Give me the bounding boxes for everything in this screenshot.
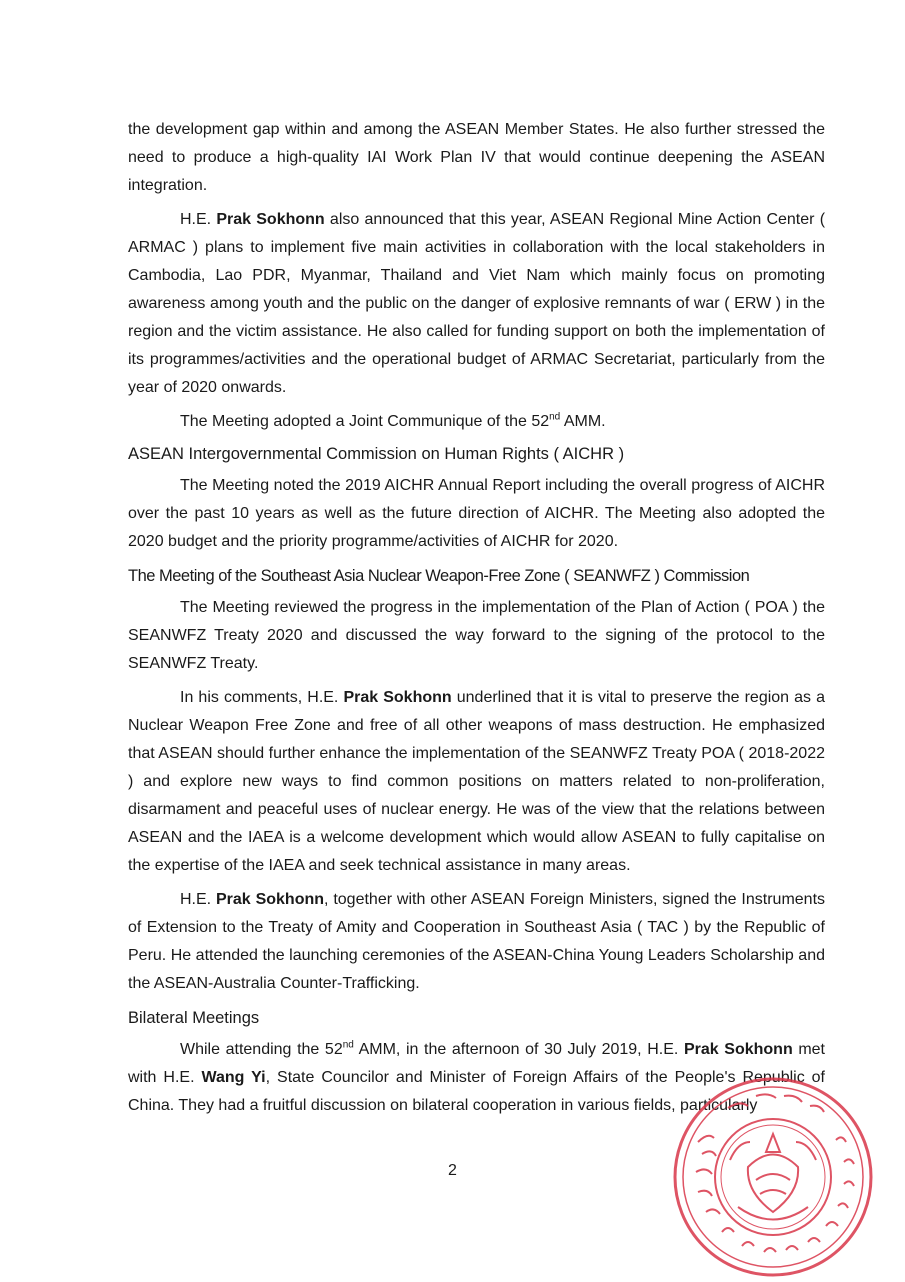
text-suffix: AMM. — [560, 413, 606, 430]
paragraph-tac — [128, 886, 825, 998]
text-body: also announced that this year, ASEAN Regional Mine Action Center ( ARMAC ) plans to implement five main activities in collaboration with the local stakeholders in Cambodia, Lao PDR, Myanmar, Thailand and Viet Nam which mainly focus on promoting awareness among youth and the public on the danger of explosive remnants of war ( ERW ) in the region and the victim assistance. He also called for funding support on both the implementation of its programmes/activities and the operational budget of ARMAC Secretariat, particularly from the year of 2020 onwards. — [128, 211, 826, 396]
text-prefix: The Meeting adopted a Joint Communique of the 52 — [180, 413, 550, 430]
official-seal-icon — [668, 1072, 878, 1282]
page-number: 2 — [448, 1162, 457, 1179]
text-middle: AMM, in the afternoon of 30 July 2019, H.E. — [353, 1041, 684, 1058]
minister-name: Prak Sokhonn — [683, 1041, 793, 1058]
text-prefix: H.E. — [180, 211, 217, 228]
paragraph-seanwfz-progress: The Meeting reviewed the progress in the implementation of the Plan of Action ( POA ) the SEANWFZ Treaty 2020 and discussed the way forward to the signing of the protocol to the SEANWFZ Treaty. — [128, 599, 825, 672]
text-body: underlined that it is vital to preserve the region as a Nuclear Weapon Free Zone and free of all other weapons of mass destruction. He emphasized that ASEAN should further enhance the implementation of the SEANWFZ Treaty POA ( 2018-2022 ) and explore new ways to find common positions on matters related to non-proliferation, disarmament and peaceful uses of nuclear energy. He was of the view that the relations between ASEAN and the IAEA is a welcome development which would allow ASEAN to fully capitalise on the expertise of the IAEA and seek technical assistance in many areas. — [128, 689, 826, 874]
text-body: , State Councilor and Minister of Foreign Affairs of the People's Republic of China. They had a fruitful discussion on bilateral cooperation in various fields, particularly — [128, 1069, 826, 1114]
paragraph-armac — [128, 206, 825, 402]
paragraph-aichr-report: The Meeting noted the 2019 AICHR Annual Report including the overall progress of AICHR over the past 10 years as well as the future direction of AICHR. The Meeting also adopted the 2020 budget and the priority programme/activities of AICHR for 2020. — [128, 477, 825, 550]
counterpart-name: Wang Yi — [201, 1069, 266, 1086]
minister-name: Prak Sokhonn — [343, 689, 452, 706]
text-middle-2: met with H.E. — [128, 1041, 826, 1086]
minister-name: Prak Sokhonn — [216, 211, 325, 228]
paragraph-nuclear-free-zone — [128, 684, 825, 880]
text-prefix: While attending the 52 — [180, 1041, 343, 1058]
heading-aichr: ASEAN Intergovernmental Commission on Human Rights ( AICHR ) — [128, 445, 625, 463]
heading-bilateral: Bilateral Meetings — [128, 1009, 260, 1027]
heading-seanwfz: The Meeting of the Southeast Asia Nuclear Weapon-Free Zone ( SEANWFZ ) Commission — [128, 567, 750, 585]
paragraph-development-gap: the development gap within and among the ASEAN Member States. He also further stressed the need to produce a high-quality IAI Work Plan IV that would continue deepening the ASEAN integration. — [128, 121, 825, 194]
document-body — [128, 116, 825, 1126]
text-body: , together with other ASEAN Foreign Ministers, signed the Instruments of Extension to the Treaty of Amity and Cooperation in Southeast Asia ( TAC ) by the Republic of Peru. He attended the launching ceremonies of the ASEAN-China Young Leaders Scholarship and the ASEAN-Australia Counter-Trafficking. — [128, 891, 826, 992]
minister-name: Prak Sokhonn — [216, 891, 325, 908]
ordinal-suffix: nd — [342, 1039, 354, 1051]
paragraph-joint-communique — [128, 408, 825, 436]
text-prefix: In his comments, H.E. — [180, 689, 344, 706]
ordinal-suffix: nd — [549, 411, 561, 423]
text-prefix: H.E. — [180, 891, 216, 908]
